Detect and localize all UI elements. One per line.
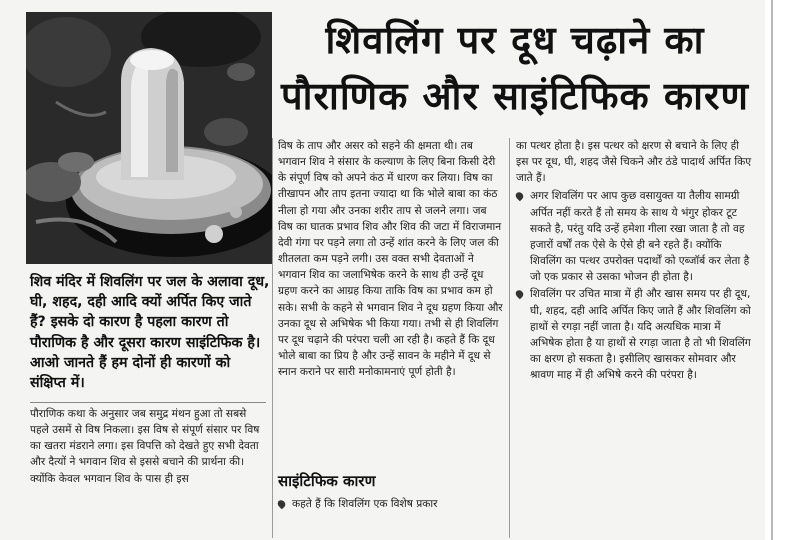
section-heading: साइंटिफिक कारण bbox=[278, 472, 376, 490]
column-2 bbox=[278, 138, 503, 380]
intro-paragraph: शिव मंदिर में शिवलिंग पर जल के अलावा दूध, घी, शहद, दही आदि क्यों अर्पित किए जाते हैं? इसके दो कारण है पहला कारण तो पौराणिक है और दूसरा कारण साइंटिफिक है। आओ जानते हैं हम दोनों ही कारणों को संक्षिप्त में। bbox=[30, 274, 270, 392]
col2-paragraph: विष के ताप और असर को सहने की क्षमता थी। तब भगवान शिव ने संसार के कल्याण के लिए बिना किसी देरी के संपूर्ण विष को अपने कंठ में धारण कर लिया। विष का तीखापन और ताप इतना ज्यादा था कि भोले बाबा का कंठ नीला हो गया और उनका शरीर ताप से जलने लगा। जब विष का घातक प्रभाव शिव और शिव की जटा में विराजमान देवी गंगा पर पड़ने लगा तो उन्हें शांत करने के लिए जल की शीतलता कम पड़ने लगी। उस वक्त सभी देवताओं ने भगवान शिव का जलाभिषेक करने के साथ ही उन्हें दूध ग्रहण करने का आग्रह किया ताकि विष का प्रभाव कम हो सके। सभी के कहने से भगवान शिव ने दूध ग्रहण किया और उनका दूध से अभिषेक भी किया गया। तभी से ही शिवलिंग पर दूध चढ़ाने की परंपरा चली आ रही है। कहते हैं कि दूध भोले बाबा का प्रिय है और उन्हें सावन के महीने में दूध से स्नान कराने पर सारी मनोकामनाएं पूर्ण होती है। bbox=[278, 140, 503, 379]
headline bbox=[272, 14, 758, 122]
col3-bullet-item bbox=[516, 286, 752, 383]
bullet-icon bbox=[276, 499, 287, 510]
col3-bullet-text: शिवलिंग पर उचित मात्रा में ही और खास समय पर ही दूध, घी, शहद, दही आदि अर्पित किए जाते हैं और शिवलिंग को हाथों से रगड़ा नहीं जाता है। यदि अत्यधिक मात्रा में अभिषेक होता है या हाथों से रगड़ा जाता है तो भी शिवलिंग का क्षरण हो सकता है। इसीलिए खासकर सोमवार और श्रावण माह में ही अभिषे करने की परंपरा है। bbox=[530, 288, 751, 382]
column-divider-1 bbox=[272, 138, 273, 538]
col3-bullet-text: अगर शिवलिंग पर आप कुछ वसायुक्त या तैलीय सामग्री अर्पित नहीं करते हैं तो समय के साथ ये भंगुर होकर टूट सकते है, परंतु यदि उन्हें हमेशा गीला रखा जाता है तो वह हजारों वर्षों तक ऐसे के ऐसे ही बने रहते हैं। क्योंकि शिवलिंग का पत्थर उपरोक्त पदार्थों को एब्जॉर्ब कर लेता है जो एक प्रकार से उसका भोजन ही होता है। bbox=[530, 190, 750, 284]
page-edge bbox=[765, 0, 792, 540]
col2-bullet-text: कहते हैं कि शिवलिंग एक विशेष प्रकार bbox=[292, 498, 438, 510]
headline-line-1: शिवलिंग पर दूध चढ़ाने का bbox=[325, 18, 705, 62]
bullet-icon bbox=[514, 289, 525, 300]
bullet-icon bbox=[514, 191, 525, 202]
column-divider-2 bbox=[509, 138, 510, 538]
col2-bullet-item bbox=[278, 496, 517, 512]
col3-bullet-item bbox=[516, 188, 752, 285]
shivling-photo bbox=[26, 12, 272, 264]
col1-paragraph: पौराणिक कथा के अनुसार जब समुद्र मंथन हुआ तो सबसे पहले उसमें से विष निकला। इस विष से संपूर्ण संसार पर विष का खतरा मंडराने लगा। इस विपत्ति को देखते हुए सभी देवता और दैत्यों ने भगवान शिव से इससे बचाने की प्रार्थना की। क्योंकि केवल भगवान शिव के पास ही इस bbox=[30, 408, 260, 485]
column-3 bbox=[516, 138, 752, 383]
column-1 bbox=[30, 406, 268, 487]
intro-divider bbox=[30, 402, 266, 403]
headline-line-2: पौराणिक और साइंटिफिक कारण bbox=[281, 74, 749, 118]
page-edge-line bbox=[771, 0, 773, 540]
col3-lead-paragraph: का पत्थर होता है। इस पत्थर को क्षरण से बचाने के लिए ही इस पर दूध, घी, शहद जैसे चिकने और ठंडे पादार्थ अर्पित किए जाते हैं। bbox=[516, 140, 752, 185]
shivling-illustration bbox=[26, 12, 272, 264]
